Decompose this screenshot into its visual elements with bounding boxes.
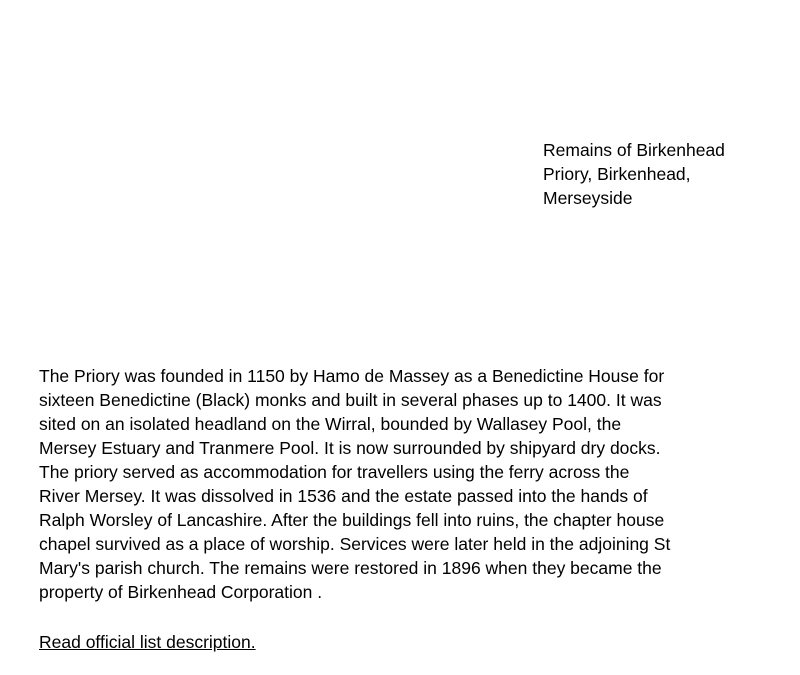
caption-line: Priory, Birkenhead, — [543, 164, 691, 184]
image-caption — [543, 138, 783, 210]
description-line: River Mersey. It was dissolved in 1536 and the estate passed into the hands of — [39, 486, 648, 506]
official-list-description-link[interactable]: Read official list description. — [39, 632, 256, 652]
description-line: The priory served as accommodation for travellers using the ferry across the — [39, 462, 630, 482]
description-line: Mersey Estuary and Tranmere Pool. It is now surrounded by shipyard dry docks. — [39, 438, 661, 458]
description-line: chapel survived as a place of worship. Services were later held in the adjoining St — [39, 534, 671, 554]
description-line: The Priory was founded in 1150 by Hamo de Massey as a Benedictine House for — [39, 366, 665, 386]
description-line: Ralph Worsley of Lancashire. After the buildings fell into ruins, the chapter house — [39, 510, 665, 530]
description-line: Mary's parish church. The remains were restored in 1896 when they became the — [39, 558, 662, 578]
caption-line: Merseyside — [543, 188, 633, 208]
description-line: property of Birkenhead Corporation . — [39, 582, 323, 602]
description-text — [39, 364, 779, 604]
description-line: sixteen Benedictine (Black) monks and built in several phases up to 1400. It was — [39, 390, 662, 410]
description-line: sited on an isolated headland on the Wirral, bounded by Wallasey Pool, the — [39, 414, 622, 434]
caption-line: Remains of Birkenhead — [543, 140, 725, 160]
